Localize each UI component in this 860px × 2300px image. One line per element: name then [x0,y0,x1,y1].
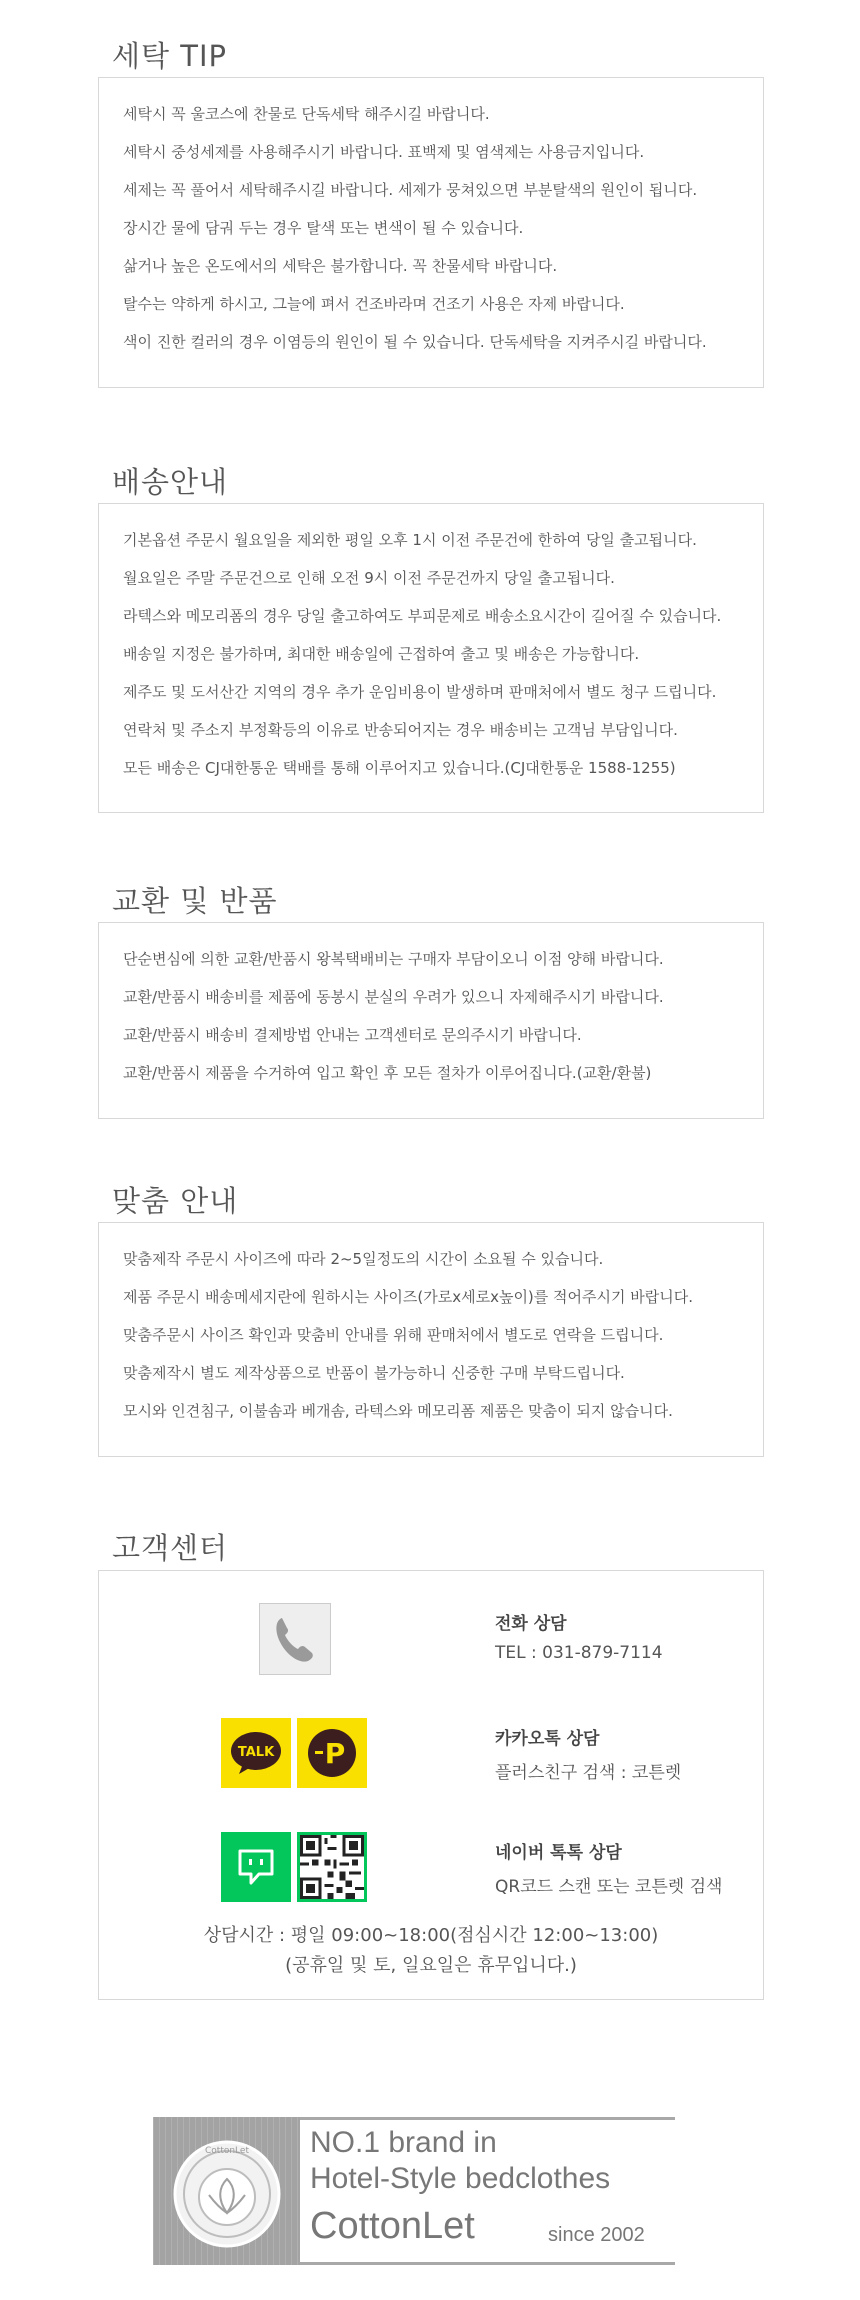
list-item: 모시와 인견침구, 이불솜과 베개솜, 라텍스와 메모리폼 제품은 맞춤이 되지 않습니다. [123,1402,673,1420]
seal-text: CottonLet [205,2146,249,2156]
kakao-talk-icon[interactable] [221,1718,291,1788]
list-item: 세탁시 중성세제를 사용해주시기 바랍니다. 표백제 및 염색제는 사용금지입니다. [123,143,645,161]
kakao-desc: 플러스친구 검색 : 코튼렛 [495,1763,682,1783]
naver-desc: QR코드 스캔 또는 코튼렛 검색 [495,1877,723,1897]
custom-title: 맞춤 안내 [112,1184,239,1218]
washing-title: 세탁 TIP [112,39,228,73]
list-item: 제품 주문시 배송메세지란에 원하시는 사이즈(가로x세로x높이)를 적어주시기 바랍니다. [123,1288,693,1306]
list-item: 세제는 꼭 풀어서 세탁해주시길 바랍니다. 세제가 뭉쳐있으면 부분탈색의 원인이 됩니다. [123,181,698,199]
brand-since: since 2002 [548,2224,645,2246]
customer-center-box [98,1570,764,2000]
custom-box [98,1222,764,1457]
list-item: 맞춤주문시 사이즈 확인과 맞춤비 안내를 위해 판매처에서 별도로 연락을 드립니다. [123,1326,664,1344]
exchange-box [98,922,764,1119]
business-hours: 상담시간 : 평일 09:00~18:00(점심시간 12:00~13:00) [203,1925,659,1946]
list-item: 기본옵션 주문시 월요일을 제외한 평일 오후 1시 이전 주문건에 한하여 당일 출고됩니다. [123,531,697,549]
list-item: 맞춤제작시 별도 제작상품으로 반품이 불가능하니 신중한 구매 부탁드립니다. [123,1364,625,1382]
exchange-title: 교환 및 반품 [112,884,278,918]
naver-title: 네이버 톡톡 상담 [495,1843,622,1863]
phone-title: 전화 상담 [495,1614,567,1634]
list-item: 교환/반품시 제품을 수거하여 입고 확인 후 모든 절차가 이루어집니다.(교환/환불) [123,1064,652,1082]
brand-text-panel [300,2117,675,2265]
kakao-title: 카카오톡 상담 [495,1729,600,1749]
list-item: 단순변심에 의한 교환/반품시 왕복택배비는 구매자 부담이오니 이점 양해 바랍니다. [123,950,664,968]
qr-code-icon[interactable] [297,1832,367,1902]
kakao-plus-icon[interactable] [297,1718,367,1788]
list-item: 제주도 및 도서산간 지역의 경우 추가 운임비용이 발생하며 판매처에서 별도 청구 드립니다. [123,683,717,701]
brand-name: CottonLet [310,2205,475,2247]
list-item: 월요일은 주말 주문건으로 인해 오전 9시 이전 주문건까지 당일 출고됩니다. [123,569,615,587]
naver-talk-icon[interactable] [221,1832,291,1902]
phone-number[interactable]: TEL : 031-879-7114 [495,1643,663,1663]
list-item: 교환/반품시 배송비 결제방법 안내는 고객센터로 문의주시기 바랍니다. [123,1026,582,1044]
brand-tagline-2: Hotel-Style bedclothes [310,2162,611,2195]
list-item: 탈수는 약하게 하시고, 그늘에 펴서 건조바라며 건조기 사용은 자제 바랍니다. [123,295,625,313]
shipping-title: 배송안내 [112,465,229,499]
brand-tagline-1: NO.1 brand in [310,2126,497,2159]
shipping-box [98,503,764,813]
list-item: 맞춤제작 주문시 사이즈에 따라 2~5일정도의 시간이 소요될 수 있습니다. [123,1250,604,1268]
holiday-notice: (공휴일 및 토, 일요일은 휴무입니다.) [285,1955,577,1976]
phone-icon [259,1603,331,1675]
list-item: 교환/반품시 배송비를 제품에 동봉시 분실의 우려가 있으니 자제해주시기 바랍니다. [123,988,664,1006]
kakao-talk-label: TALK [237,1745,275,1760]
list-item: 연락처 및 주소지 부정확등의 이유로 반송되어지는 경우 배송비는 고객님 부담입니다. [123,721,678,739]
customer-center-title: 고객센터 [112,1531,229,1565]
brand-seal [153,2117,300,2265]
list-item: 모든 배송은 CJ대한통운 택배를 통해 이루어지고 있습니다.(CJ대한통운 1588-1255) [123,759,676,777]
kakao-plus-label: P [324,1737,346,1770]
list-item: 장시간 물에 담궈 두는 경우 탈색 또는 변색이 될 수 있습니다. [123,219,524,237]
list-item: 색이 진한 컬러의 경우 이염등의 원인이 될 수 있습니다. 단독세탁을 지켜주시길 바랍니다. [123,333,707,351]
list-item: 세탁시 꼭 울코스에 찬물로 단독세탁 해주시길 바랍니다. [123,105,490,123]
list-item: 배송일 지정은 불가하며, 최대한 배송일에 근접하여 출고 및 배송은 가능합니다. [123,645,640,663]
brand-logo [153,2117,675,2268]
washing-box [98,77,764,388]
list-item: 삶거나 높은 온도에서의 세탁은 불가합니다. 꼭 찬물세탁 바랍니다. [123,257,558,275]
list-item: 라텍스와 메모리폼의 경우 당일 출고하여도 부피문제로 배송소요시간이 길어질 수 있습니다. [123,607,722,625]
